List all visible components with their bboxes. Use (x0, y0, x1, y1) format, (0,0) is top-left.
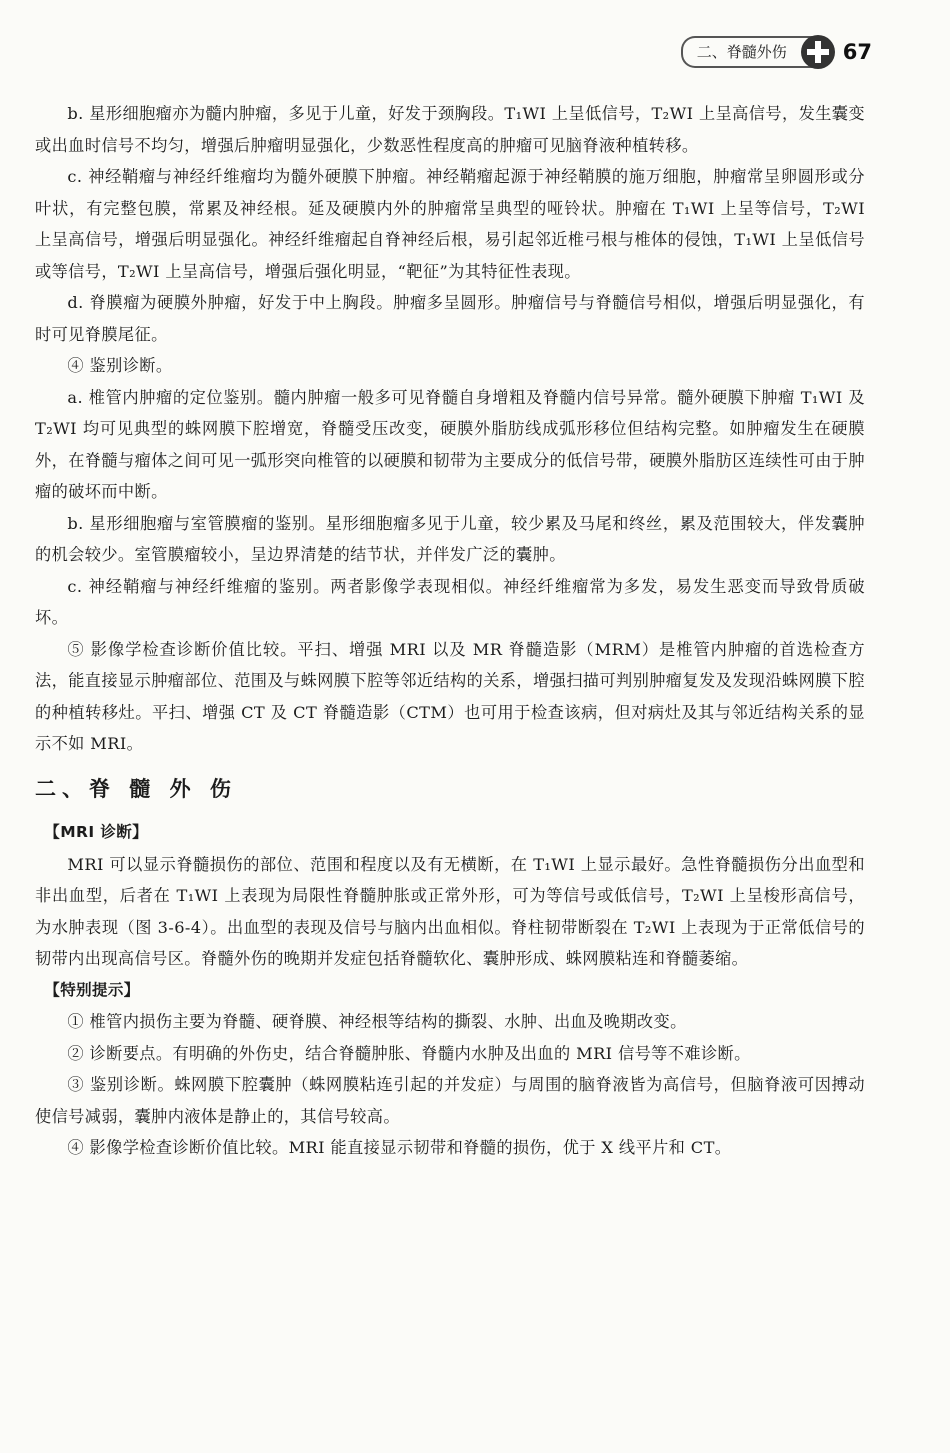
tip-item: ② 诊断要点。有明确的外伤史，结合脊髓肿胀、脊髓内水肿及出血的 MRI 信号等不难诊断。 (67, 1043, 751, 1063)
paragraph: ④ 鉴别诊断。 (67, 356, 173, 375)
paragraph: ⑤ 影像学检查诊断价值比较。平扫、增强 MRI 以及 MR 脊髓造影（MRM）是椎管内肿瘤的首选检查方法，能直接显示肿瘤部位、范围及与蛛网膜下腔等邻近结构的关系，增强扫描可判别肿瘤复发及发现沿蛛网膜下腔的种植转移灶。平扫、增强 CT 及 CT 脊髓造影（CTM）也可用于检查该病，但对病灶及其与邻近结构关系的显示不如 MRI。 (35, 639, 865, 753)
running-header (681, 35, 872, 69)
tip-item: ④ 影像学检查诊断价值比较。MRI 能直接显示韧带和脊髓的损伤，优于 X 线平片和 CT。 (67, 1138, 732, 1157)
paragraph: d. 脊膜瘤为硬膜外肿瘤，好发于中上胸段。肿瘤多呈圆形。肿瘤信号与脊髓信号相似，增强后明显强化，有时可见脊膜尾征。 (35, 293, 865, 344)
paragraph: c. 神经鞘瘤与神经纤维瘤均为髓外硬膜下肿瘤。神经鞘瘤起源于神经鞘膜的施万细胞，肿瘤常呈卵圆形或分叶状，有完整包膜，常累及神经根。延及硬膜内外的肿瘤常呈典型的哑铃状。肿瘤在 T₁WI 上呈等信号，T₂WI 上呈高信号，增强后明显强化。神经纤维瘤起自脊神经后根，易引起邻近椎弓根与椎体的侵蚀，T₁WI 上呈低信号或等信号，T₂WI 上呈高信号，增强后强化明显，“靶征”为其特征性表现。 (35, 167, 865, 281)
section-title: 二、脊 髓 外 伤 (35, 776, 237, 801)
cross-icon (801, 35, 835, 69)
page-number: 67 (842, 40, 872, 64)
paragraph: a. 椎管内肿瘤的定位鉴别。髓内肿瘤一般多可见脊髓自身增粗及脊髓内信号异常。髓外硬膜下肿瘤 T₁WI 及 T₂WI 均可见典型的蛛网膜下腔增宽，脊髓受压改变，硬膜外脂肪线成弧形移位但结构完整。如肿瘤发生在硬膜外，在脊髓与瘤体之间可见一弧形突向椎管的以硬膜和韧带为主要成分的低信号带，硬膜外脂肪区连续性可由于肿瘤的破坏而中断。 (35, 387, 865, 501)
tip-item: ① 椎管内损伤主要为脊髓、硬脊膜、神经根等结构的撕裂、水肿、出血及晚期改变。 (67, 1012, 687, 1031)
section-label: 二、脊髓外伤 (681, 36, 815, 68)
paragraph: b. 星形细胞瘤与室管膜瘤的鉴别。星形细胞瘤多见于儿童，较少累及马尾和终丝，累及范围较大，伴发囊肿的机会较少。室管膜瘤较小，呈边界清楚的结节状，并伴发广泛的囊肿。 (35, 513, 865, 564)
paragraph: b. 星形细胞瘤亦为髓内肿瘤，多见于儿童，好发于颈胸段。T₁WI 上呈低信号，T₂WI 上呈高信号，发生囊变或出血时信号不均匀，增强后肿瘤明显强化，少数恶性程度高的肿瘤可见脑脊液种植转移。 (35, 104, 865, 155)
tips-heading: 【特别提示】 (44, 980, 140, 999)
mri-heading: 【MRI 诊断】 (44, 823, 149, 841)
page-body (35, 98, 865, 1164)
paragraph: MRI 可以显示脊髓损伤的部位、范围和程度以及有无横断，在 T₁WI 上显示最好。急性脊髓损伤分出血型和非出血型，后者在 T₁WI 上表现为局限性脊髓肿胀或正常外形，可为等信号或低信号，T₂WI 上呈梭形高信号，为水肿表现（图 3-6-4）。出血型的表现及信号与脑内出血相似。脊柱韧带断裂在 T₂WI 上表现为于正常低信号的韧带内出现高信号区。脊髓外伤的晚期并发症包括脊髓软化、囊肿形成、蛛网膜粘连和脊髓萎缩。 (35, 854, 865, 968)
paragraph: c. 神经鞘瘤与神经纤维瘤的鉴别。两者影像学表现相似。神经纤维瘤常为多发，易发生恶变而导致骨质破坏。 (35, 576, 865, 627)
tip-item: ③ 鉴别诊断。蛛网膜下腔囊肿（蛛网膜粘连引起的并发症）与周围的脑脊液皆为高信号，但脑脊液可因搏动使信号减弱，囊肿内液体是静止的，其信号较高。 (35, 1075, 865, 1126)
